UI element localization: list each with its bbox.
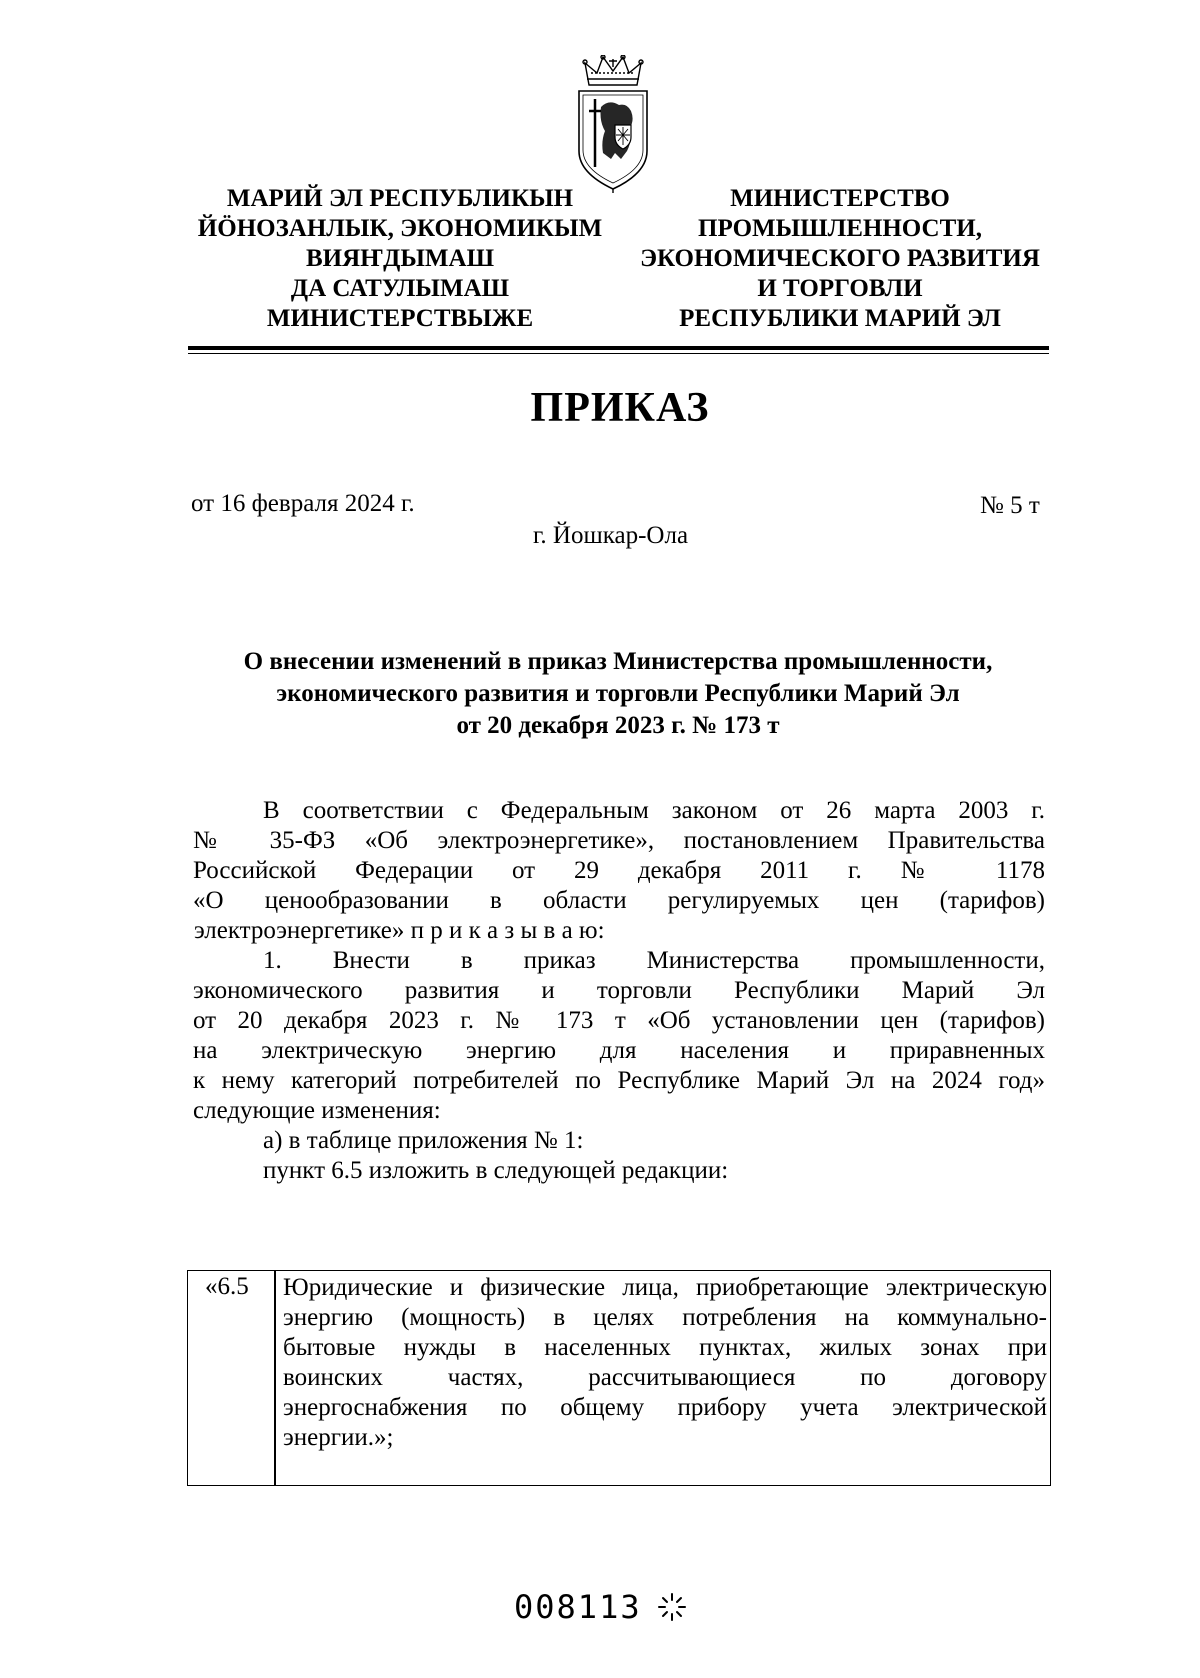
body-line: № 35-ФЗ «Об электроэнергетике», постановлением Правительства <box>193 827 1045 854</box>
header-left-marian <box>190 184 610 334</box>
form-serial-number: 008113 <box>514 1588 642 1626</box>
header-right-line: ПРОМЫШЛЕННОСТИ, <box>698 215 982 242</box>
body-line: к нему категорий потребителей по Республике Марий Эл на 2024 год» <box>193 1067 1045 1094</box>
table-text-line: бытовые нужды в населенных пунктах, жилых зонах при <box>283 1334 1047 1361</box>
table-column-divider <box>274 1270 276 1486</box>
table-text-line: энергоснабжения по общему прибору учета электрической <box>283 1394 1047 1421</box>
subject-line: экономического развития и торговли Республики Марий Эл <box>276 680 960 707</box>
body-line: пункт 6.5 изложить в следующей редакции: <box>263 1157 729 1184</box>
body-line: В соответствии с Федеральным законом от 26 марта 2003 г. <box>263 797 1045 824</box>
coat-of-arms-emblem <box>571 55 655 193</box>
header-left-line: ЙӦНОЗАНЛЫК, ЭКОНОМИКЫМ <box>197 215 603 242</box>
document-type-title: ПРИКАЗ <box>530 385 710 431</box>
header-right-russian <box>630 184 1050 334</box>
header-left-line: МИНИСТЕРСТВЫЖЕ <box>266 305 534 332</box>
subject-line: О внесении изменений в приказ Министерства промышленности, <box>243 648 993 675</box>
body-line: следующие изменения: <box>193 1097 441 1124</box>
body-line: на электрическую энергию для населения и приравненных <box>193 1037 1045 1064</box>
document-date: от 16 февраля 2024 г. <box>191 490 415 517</box>
body-line: 1. Внести в приказ Министерства промышленности, <box>263 947 1045 974</box>
header-right-line: МИНИСТЕРСТВО <box>730 185 950 212</box>
header-right-line: ЭКОНОМИЧЕСКОГО РАЗВИТИЯ <box>640 245 1040 272</box>
body-line: Российской Федерации от 29 декабря 2011 г. № 1178 <box>193 857 1045 884</box>
body-line: а) в таблице приложения № 1: <box>263 1127 584 1154</box>
body-line: «О ценообразовании в области регулируемых цен (тарифов) <box>193 887 1045 914</box>
subject-line: от 20 декабря 2023 г. № 173 т <box>456 712 780 739</box>
header-right-line: РЕСПУБЛИКИ МАРИЙ ЭЛ <box>679 305 1001 332</box>
header-divider-thick <box>188 346 1049 350</box>
header-left-line: ВИЯҤДЫМАШ <box>305 245 495 272</box>
table-text-line: воинских частях, рассчитывающиеся по договору <box>283 1364 1047 1391</box>
table-item-number: «6.5 <box>205 1273 249 1300</box>
security-mark-icon <box>655 1590 689 1624</box>
header-divider-thin <box>188 353 1049 354</box>
header-left-line: ДА САТУЛЫМАШ <box>290 275 510 302</box>
body-line: электроэнергетике» п р и к а з ы в а ю: <box>194 917 605 944</box>
document-number: № 5 т <box>980 492 1040 519</box>
document-subject <box>188 646 1048 742</box>
header-right-line: И ТОРГОВЛИ <box>757 275 923 302</box>
table-text-line: Юридические и физические лица, приобретающие электрическую <box>283 1274 1047 1301</box>
body-line: экономического развития и торговли Республики Марий Эл <box>193 977 1045 1004</box>
table-text-line: энергии.»; <box>283 1424 394 1451</box>
document-city: г. Йошкар-Ола <box>533 522 689 549</box>
table-text-line: энергию (мощность) в целях потребления на коммунально- <box>283 1304 1047 1331</box>
header-left-line: МАРИЙ ЭЛ РЕСПУБЛИКЫН <box>226 185 574 212</box>
body-line: от 20 декабря 2023 г. № 173 т «Об установлении цен (тарифов) <box>193 1007 1045 1034</box>
